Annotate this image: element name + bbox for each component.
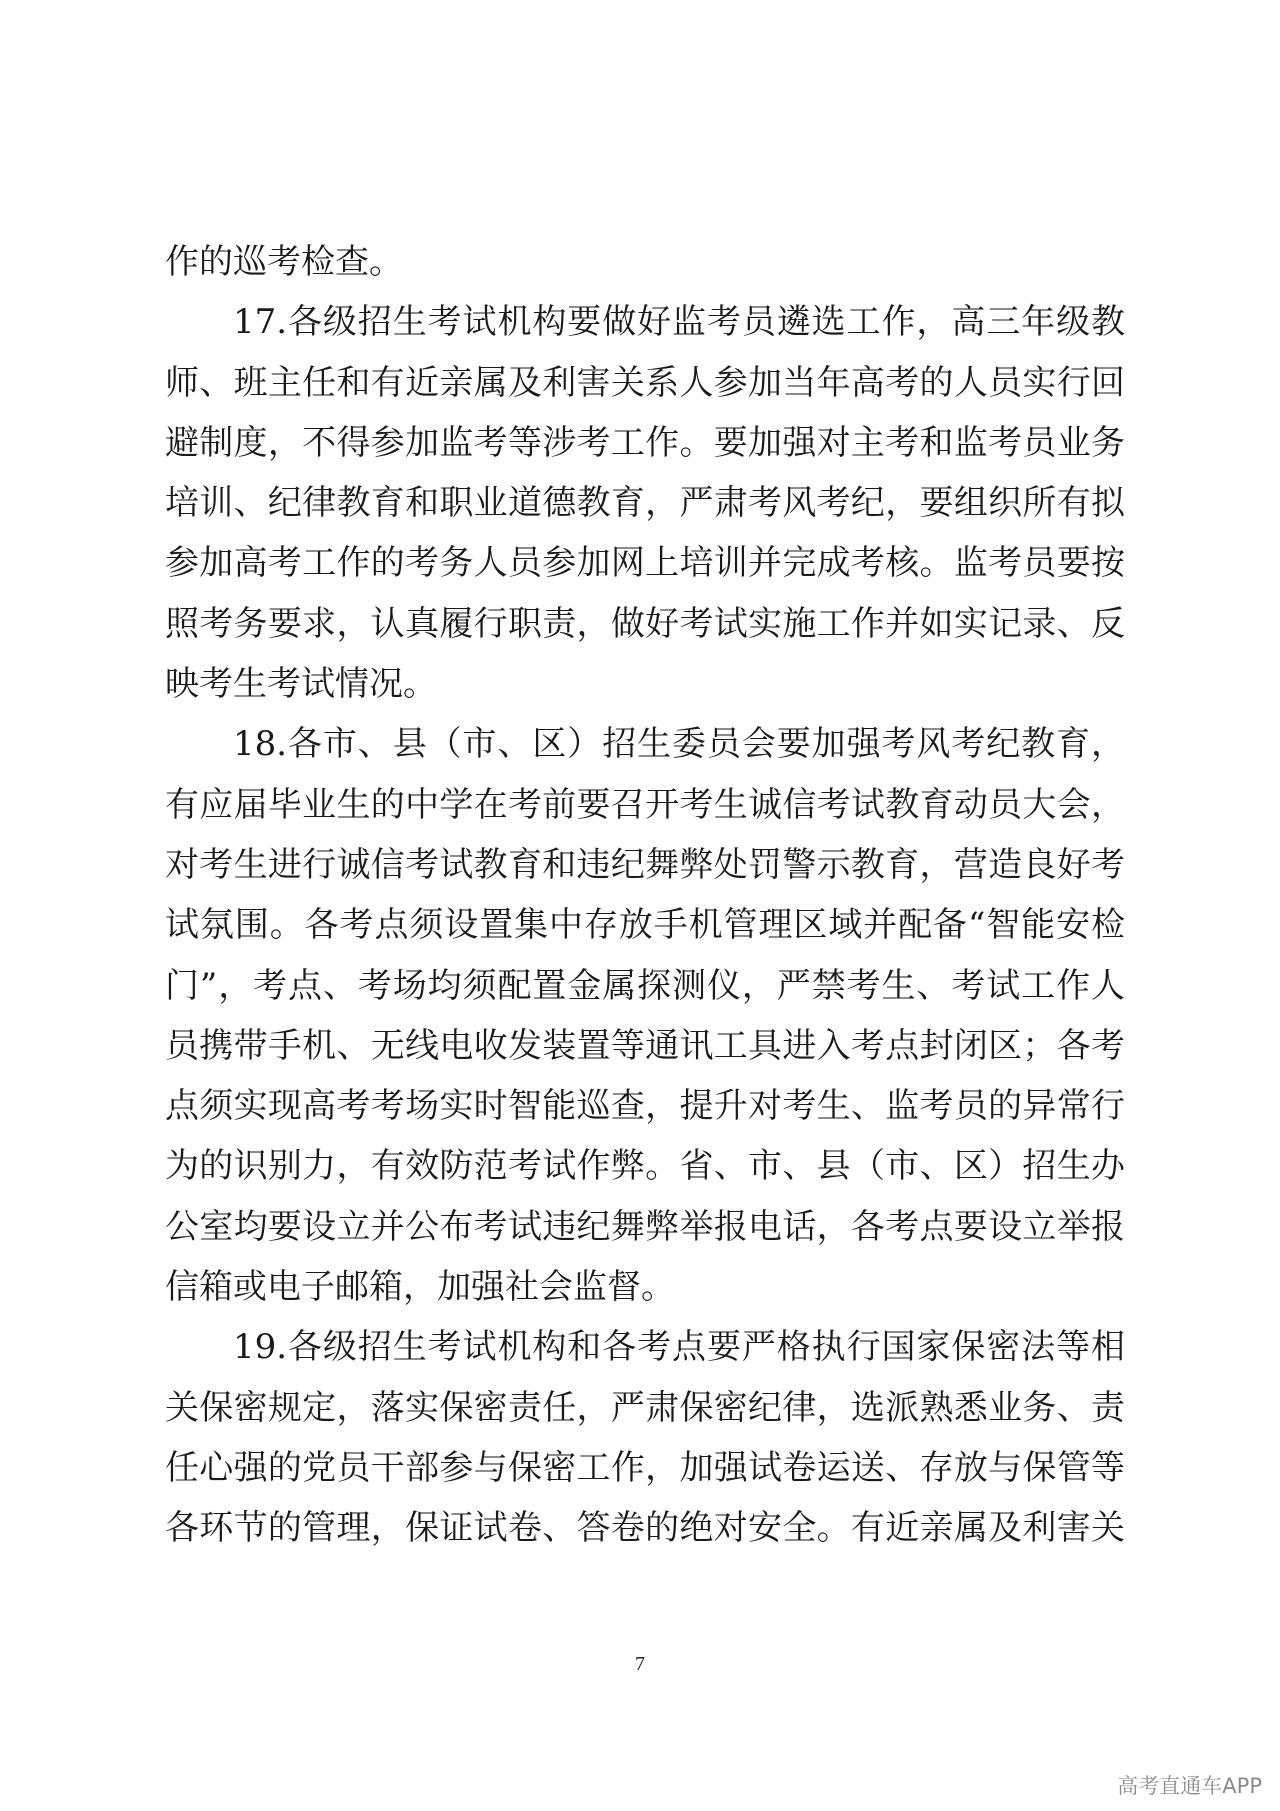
text-line-7: 照考务要求，认真履行职责，做好考试实施工作并如实记录、反 (165, 603, 1125, 644)
text-line-5: 培训、纪律教育和职业道德教育，严肃考风考纪，要组织所有拟 (165, 483, 1125, 524)
watermark-text: 高考直通车APP (1117, 1774, 1262, 1798)
text-line-8: 映考生考试情况。 (165, 664, 437, 705)
text-line-20: 关保密规定，落实保密责任，严肃保密纪律，选派熟悉业务、责 (165, 1387, 1125, 1428)
text-line-15: 点须实现高考考场实时智能巡查，提升对考生、监考员的异常行 (165, 1086, 1125, 1127)
text-line-17: 公室均要设立并公布考试违纪舞弊举报电话，各考点要设立举报 (165, 1206, 1125, 1247)
text-line-1: 作的巡考检查。 (165, 242, 403, 282)
text-line-22: 各环节的管理，保证试卷、答卷的绝对安全。有近亲属及利害关 (165, 1508, 1125, 1549)
text-line-9: 18.各市、县（市、区）招生委员会要加强考风考纪教育， (233, 724, 1125, 765)
text-line-6: 参加高考工作的考务人员参加网上培训并完成考核。监考员要按 (165, 543, 1125, 584)
text-line-2: 17.各级招生考试机构要做好监考员遴选工作，高三年级教 (233, 302, 1125, 343)
text-line-10: 有应届毕业生的中学在考前要召开考生诚信考试教育动员大会， (165, 784, 1125, 825)
body-text (165, 232, 1125, 1559)
page-number: 7 (635, 1653, 645, 1675)
text-line-16: 为的识别力，有效防范考试作弊。省、市、县（市、区）招生办 (165, 1146, 1125, 1187)
text-line-11: 对考生进行诚信考试教育和违纪舞弊处罚警示教育，营造良好考 (165, 844, 1125, 885)
text-line-18: 信箱或电子邮箱，加强社会监督。 (165, 1267, 675, 1308)
text-line-19: 19.各级招生考试机构和各考点要严格执行国家保密法等相 (233, 1327, 1125, 1368)
text-line-13: 门”，考点、考场均须配置金属探测仪，严禁考生、考试工作人 (165, 965, 1125, 1006)
text-line-4: 避制度，不得参加监考等涉考工作。要加强对主考和监考员业务 (165, 422, 1125, 463)
text-line-21: 任心强的党员干部参与保密工作，加强试卷运送、存放与保管等 (165, 1447, 1125, 1488)
text-line-14: 员携带手机、无线电收发装置等通讯工具进入考点封闭区；各考 (165, 1025, 1125, 1066)
text-line-12: 试氛围。各考点须设置集中存放手机管理区域并配备“智能安检 (165, 905, 1125, 946)
text-line-3: 师、班主任和有近亲属及利害关系人参加当年高考的人员实行回 (165, 362, 1125, 403)
